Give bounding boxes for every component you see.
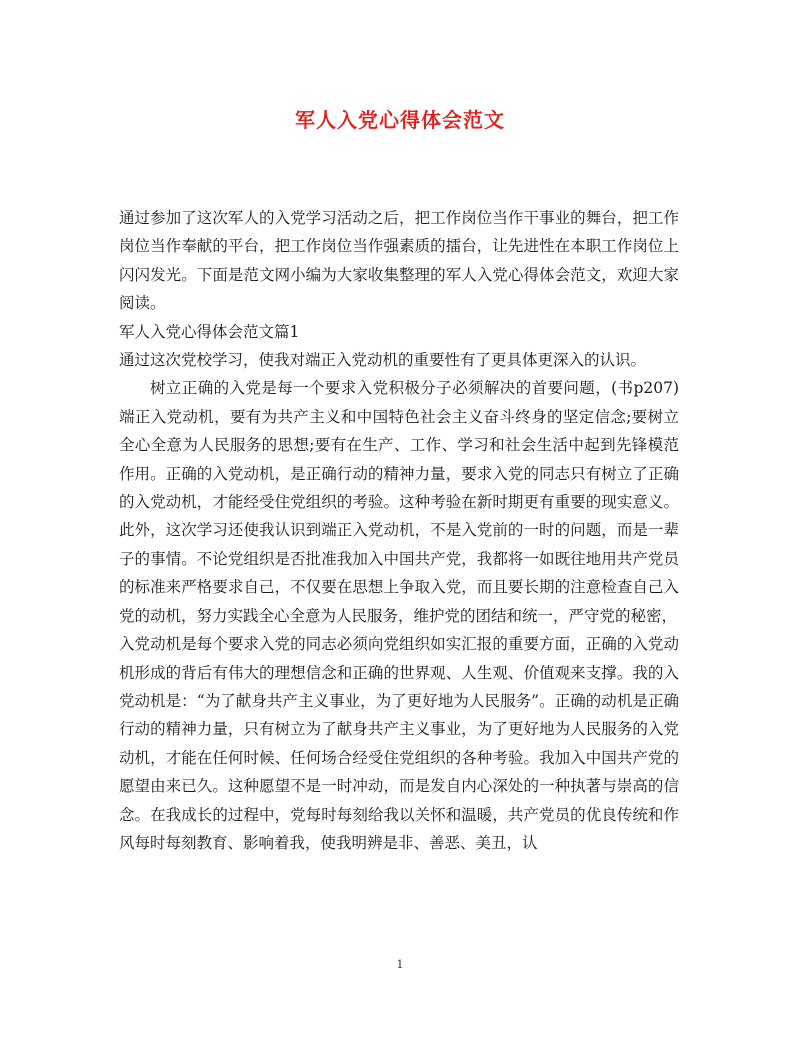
body-paragraph: 入党动机是每个要求入党的同志必须向党组织如实汇报的重要方面，正确的入党动机形成的背后有伟大的理想信念和正确的世界观、人生观、价值观来支撑。我的入党动机是：“为了献身共产主义事业，为了更好地为人民服务”。正确的动机是正确行动的精神力量，只有树立为了献身共产主义事业，为了更好地为人民服务的入党动机，才能在任何时候、任何场合经受住党组织的各种考验。我加入中国共产党的愿望由来已久。这种愿望不是一时冲动，而是发自内心深处的一种执著与崇高的信念。在我成长的过程中，党每时每刻给我以关怀和温暖，共产党员的优良传统和作风每时每刻教育、影响着我，使我明辨是非、善恶、美丑，认 [119, 635, 679, 852]
section-heading: 军人入党心得体会范文篇1 [119, 322, 300, 341]
body-paragraph: 通过这次党校学习，使我对端正入党动机的重要性有了更具体更深入的认识。 [119, 351, 647, 370]
page-number: 1 [396, 958, 404, 971]
body-paragraph: 树立正确的入党是每一个要求入党积极分子必须解决的首要问题，(书p207)端正入党动机，要有为共产主义和中国特色社会主义奋斗终身的坚定信念;要树立全心全意为人民服务的思想;要有在生产、工作、学习和社会生活中起到先锋模范作用。正确的入党动机，是正确行动的精神力量，要求入党的同志只有树立了正确的入党动机，才能经受住党组织的考验。这种考验在新时期更有重要的现实意义。此外，这次学习还使我认识到端正入党动机，不是入党前的一时的问题，而是一辈子的事情。不论党组织是否批准我加入中国共产党，我都将一如既往地用共产党员的标准来严格要求自己，不仅要在思想上争取入党，而且要长期的注意检查自己入党的动机，努力实践全心全意为人民服务，维护党的团结和统一，严守党的秘密， [119, 379, 679, 625]
document-body [119, 204, 679, 857]
intro-paragraph: 通过参加了这次军人的入党学习活动之后，把工作岗位当作干事业的舞台，把工作岗位当作奉献的平台，把工作岗位当作强素质的擂台，让先进性在本职工作岗位上闪闪发光。下面是范文网小编为大家收集整理的军人入党心得体会范文，欢迎大家阅读。 [119, 209, 679, 313]
document-title: 军人入党心得体会范文 [295, 108, 505, 132]
